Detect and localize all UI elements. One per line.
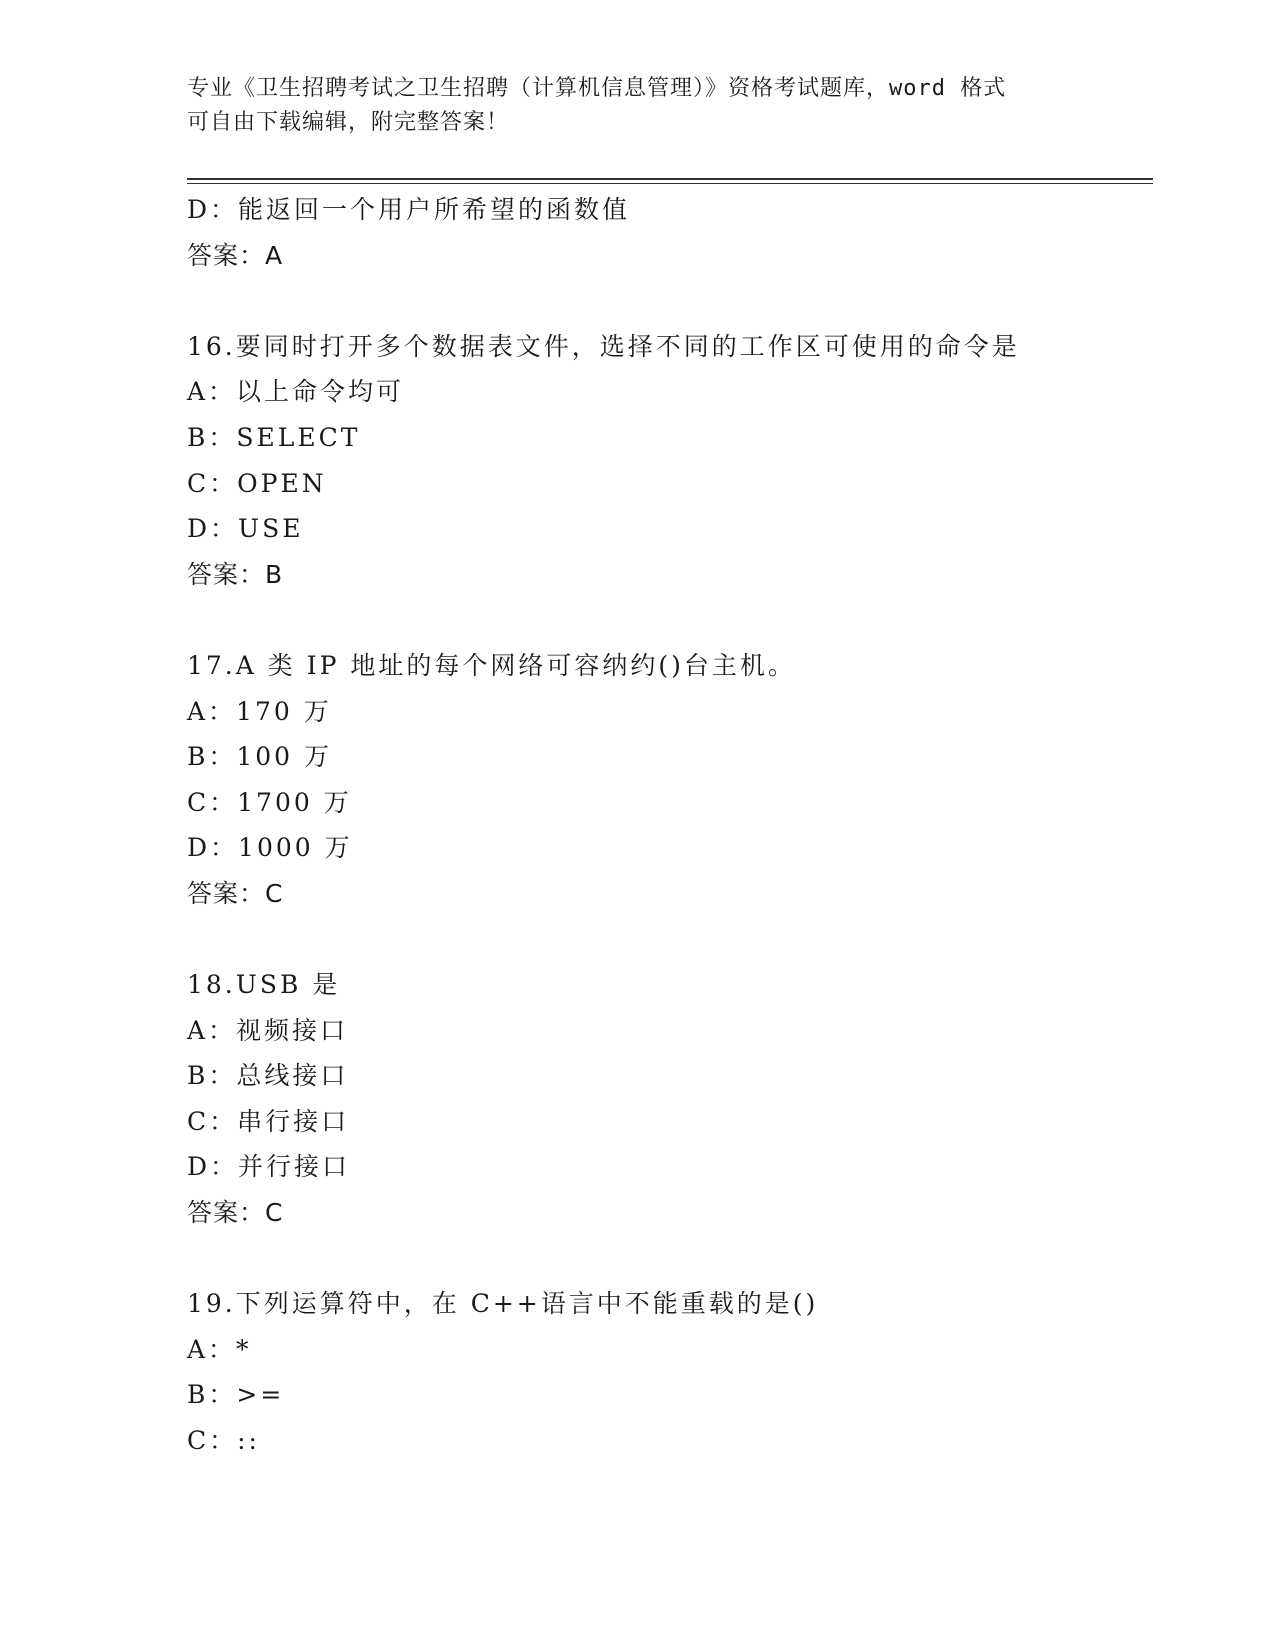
option-b: B：100 万 <box>187 742 333 772</box>
option-d: D：能返回一个用户所希望的函数值 <box>187 195 631 224</box>
option-b: B：总线接口 <box>187 1061 349 1091</box>
spacer <box>187 1236 1153 1282</box>
question-17: 17.A 类 IP 地址的每个网络可容纳约()台主机。 <box>187 650 796 680</box>
header-line-1: 专业《卫生招聘考试之卫生招聘（计算机信息管理）》资格考试题库，word 格式 <box>187 76 1007 101</box>
answer: 答案：B <box>187 559 284 589</box>
option-a: A：* <box>187 1334 252 1364</box>
question-16: 16.要同时打开多个数据表文件，选择不同的工作区可使用的命令是 <box>187 331 1020 361</box>
option-b: B：>= <box>187 1380 285 1410</box>
option-d: D：1000 万 <box>187 833 353 863</box>
spacer <box>187 597 1153 643</box>
option-a: A：以上命令均可 <box>187 377 405 407</box>
document-header <box>187 72 1067 140</box>
question-19: 19.下列运算符中，在 C++语言中不能重载的是() <box>187 1289 819 1319</box>
spacer <box>187 917 1153 963</box>
spacer <box>187 278 1153 324</box>
answer: 答案：C <box>187 1198 284 1228</box>
option-c: C：串行接口 <box>187 1106 350 1136</box>
answer: 答案：A <box>187 240 284 270</box>
option-a: A：170 万 <box>187 696 332 726</box>
header-rule-thin <box>187 183 1153 184</box>
question-18: 18.USB 是 <box>187 970 341 1000</box>
question-list <box>187 187 1153 1464</box>
option-c: C：1700 万 <box>187 787 352 817</box>
header-rule-thick <box>187 178 1153 180</box>
header-line-2: 可自由下载编辑，附完整答案！ <box>187 110 510 135</box>
option-c: C：OPEN <box>187 468 327 498</box>
option-a: A：视频接口 <box>187 1015 349 1045</box>
option-b: B：SELECT <box>187 422 361 452</box>
option-d: D：USE <box>187 514 304 544</box>
answer: 答案：C <box>187 878 284 908</box>
option-d: D：并行接口 <box>187 1152 351 1182</box>
option-c: C：:: <box>187 1426 260 1456</box>
